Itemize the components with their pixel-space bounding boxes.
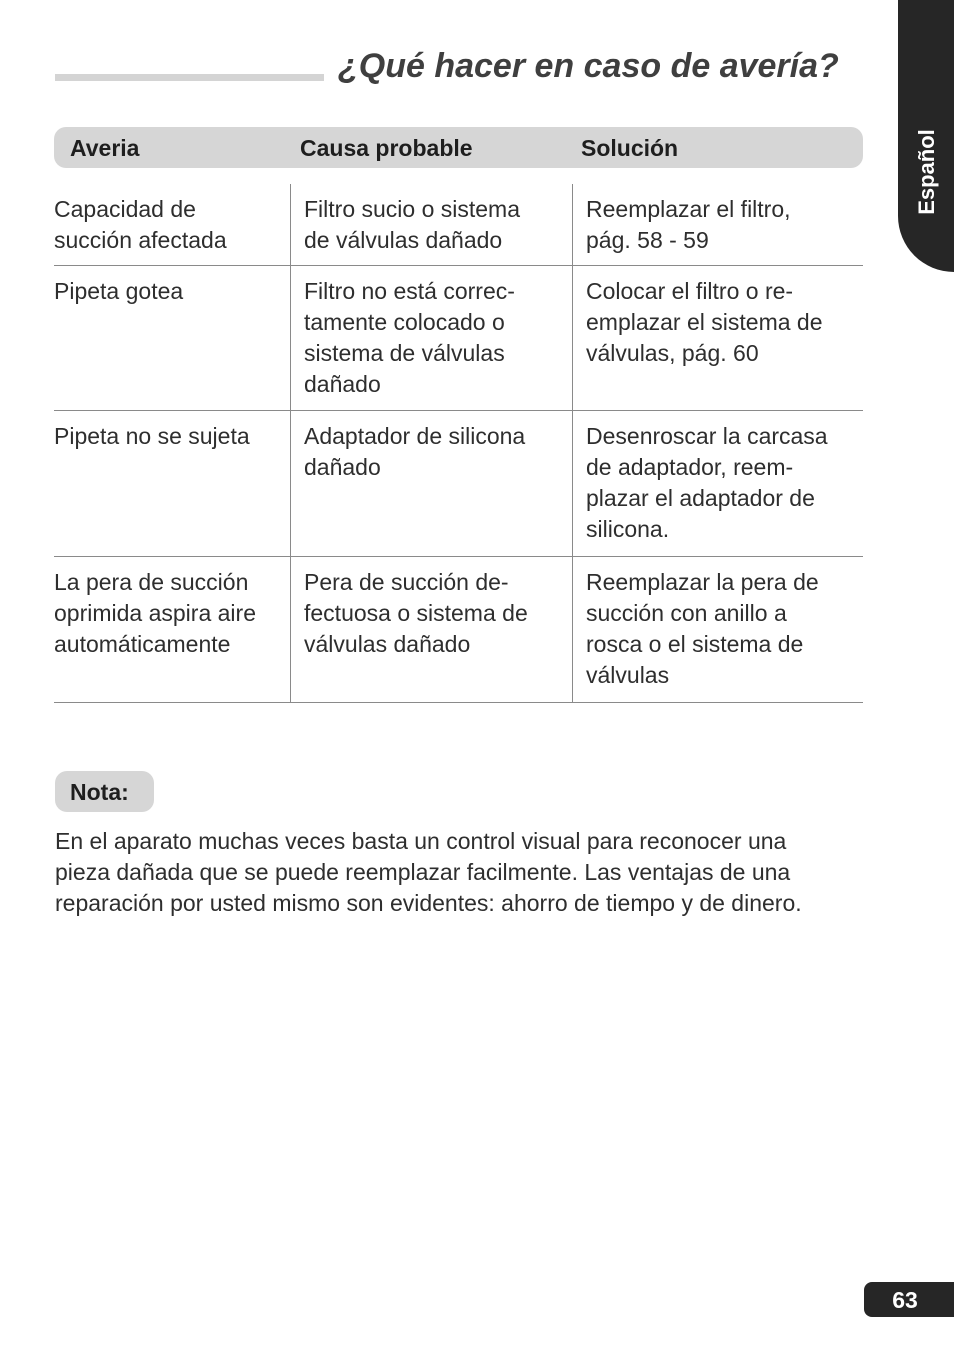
header-solucion: Solución [581, 135, 679, 161]
cell-causa: Filtro no está correc- tamente colocado o sistema de válvulas dañado [290, 266, 572, 410]
cell-averia: Pipeta gotea [54, 278, 184, 304]
page-title: ¿Qué hacer en caso de avería? [338, 47, 839, 85]
cell-causa: Pera de succión de- fectuosa o sistema de válvulas dañado [290, 557, 572, 702]
table-row [54, 557, 863, 703]
page-number: 63 [892, 1287, 918, 1313]
table-row [54, 411, 863, 557]
cell-solucion: Reemplazar la pera de succión con anillo a rosca o el sistema de válvulas [572, 557, 863, 702]
cell-solucion: Colocar el filtro o re- emplazar el sistema de válvulas, pág. 60 [572, 266, 863, 410]
header-averia: Averia [70, 135, 140, 161]
note-label: Nota: [70, 779, 129, 805]
cell-averia: La pera de succión oprimida aspira aire automáticamente [54, 569, 256, 657]
cell-solucion: Desenroscar la carcasa de adaptador, reem- plazar el adaptador de silicona. [572, 411, 863, 556]
note-badge [55, 771, 154, 812]
troubleshooting-table-header [54, 127, 863, 168]
cell-causa: Filtro sucio o sistema de válvulas dañado [290, 184, 572, 265]
table-row [54, 266, 863, 411]
note-paragraph: En el aparato muchas veces basta un control visual para reconocer una pieza dañada que se puede reemplazar facilmente. Las ventajas de una reparación por usted mismo son evidentes: ahorro de tiempo y de dinero. [55, 828, 802, 916]
page-number-box [864, 1282, 954, 1317]
language-tab-label: Español [914, 129, 939, 215]
title-rule [55, 74, 324, 81]
troubleshooting-table [54, 184, 863, 703]
cell-causa: Adaptador de silicona dañado [290, 411, 572, 556]
cell-averia: Capacidad de succión afectada [54, 196, 227, 253]
cell-solucion: Reemplazar el filtro, pág. 58 - 59 [572, 184, 863, 265]
header-causa-probable: Causa probable [300, 135, 473, 161]
table-row [54, 184, 863, 266]
cell-averia: Pipeta no se sujeta [54, 423, 250, 449]
